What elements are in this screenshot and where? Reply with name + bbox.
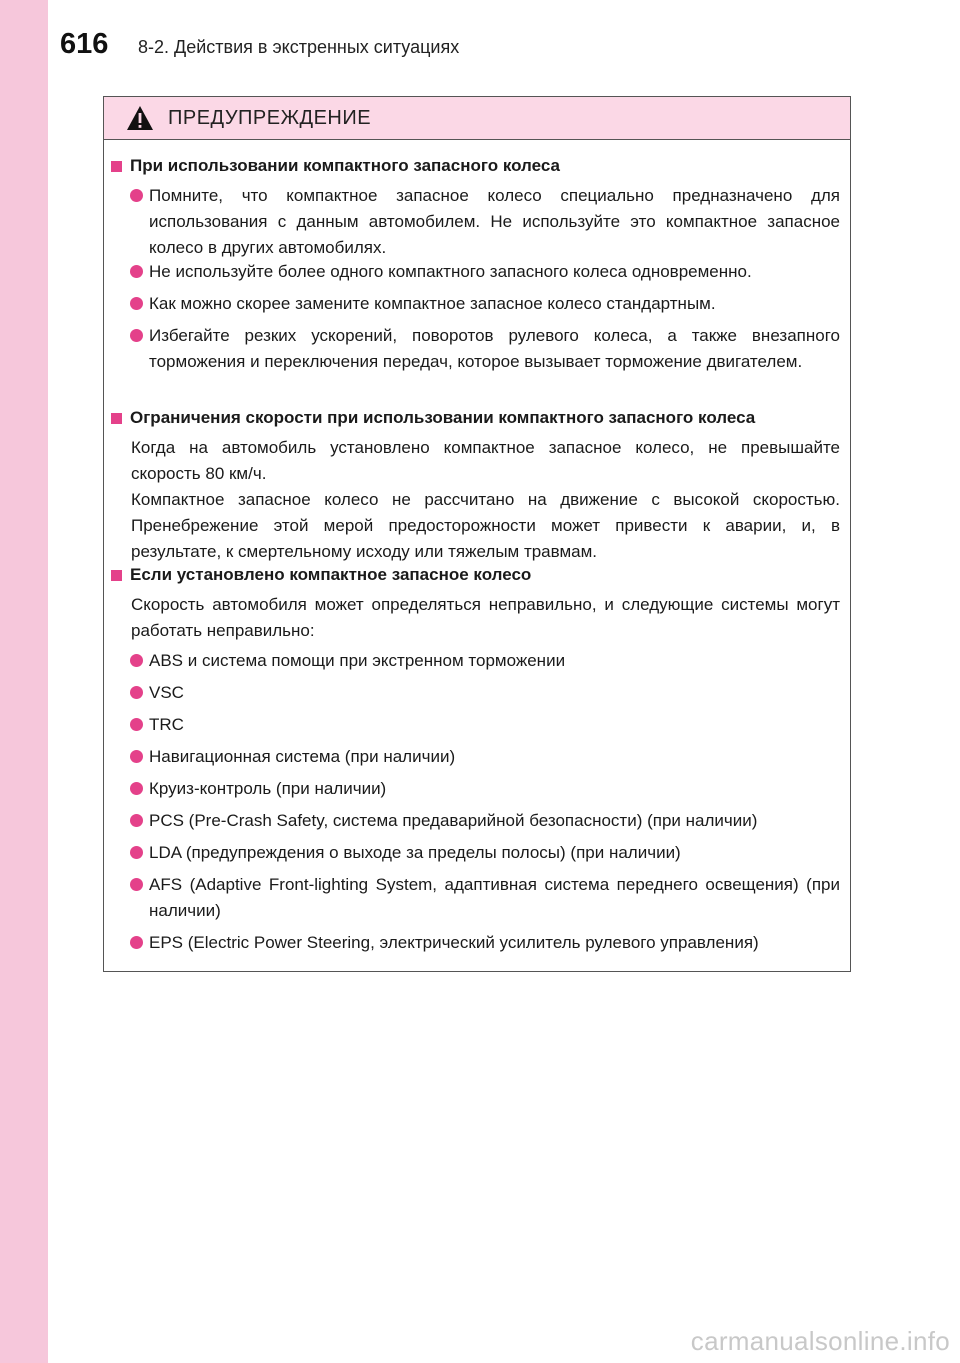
watermark: carmanualsonline.info: [690, 1326, 950, 1356]
round-bullet-icon: [130, 846, 143, 859]
round-bullet-icon: [130, 936, 143, 949]
list-item: VSC: [130, 680, 840, 706]
list-item: Навигационная система (при наличии): [130, 744, 840, 770]
list-item: EPS (Electric Power Steering, электрический усилитель рулевого управления): [130, 930, 840, 956]
paragraph: Когда на автомобиль установлено компактное запасное колесо, не превышайте скорость 80 км/ч. Компактное запасное колесо не рассчитано на движение с высокой скоростью. Пренебрежение этой мерой предосторожности может привести к аварии, и, в результате, к смертельному исходу или тяжелым травмам.: [131, 438, 840, 561]
round-bullet-icon: [130, 782, 143, 795]
round-bullet-icon: [130, 189, 143, 202]
paragraph: Скорость автомобиля может определяться неправильно, и следующие системы могут работать неправильно:: [131, 595, 840, 640]
warning-box: [103, 96, 851, 972]
round-bullet-icon: [130, 654, 143, 667]
section-heading: При использовании компактного запасного колеса: [111, 156, 560, 176]
warning-title: ПРЕДУПРЕЖДЕНИЕ: [168, 106, 372, 129]
list-item: Избегайте резких ускорений, поворотов рулевого колеса, а также внезапного торможения и переключения передач, которое вызывает торможение двигателем.: [130, 323, 840, 375]
list-item: Не используйте более одного компактного запасного колеса одновременно.: [130, 259, 840, 285]
round-bullet-icon: [130, 265, 143, 278]
round-bullet-icon: [130, 686, 143, 699]
list-item: AFS (Adaptive Front-lighting System, адаптивная система переднего освещения) (при наличии): [130, 872, 840, 924]
round-bullet-icon: [130, 814, 143, 827]
section-heading: Ограничения скорости при использовании компактного запасного колеса: [111, 408, 755, 428]
list-item: LDA (предупреждения о выходе за пределы полосы) (при наличии): [130, 840, 840, 866]
list-item: Помните, что компактное запасное колесо специально предназначено для использования с данным автомобилем. Не используйте это компактное запасное колесо в других автомобилях.: [130, 183, 840, 261]
warning-header: [104, 97, 850, 140]
section-heading: Если установлено компактное запасное колесо: [111, 565, 531, 585]
square-bullet-icon: [111, 161, 122, 172]
list-item: PCS (Pre-Crash Safety, система предаварийной безопасности) (при наличии): [130, 808, 840, 834]
round-bullet-icon: [130, 297, 143, 310]
list-item: Как можно скорее замените компактное запасное колесо стандартным.: [130, 291, 840, 317]
page-number: 616: [60, 28, 109, 60]
round-bullet-icon: [130, 878, 143, 891]
side-tab-bar: [0, 0, 48, 1363]
warning-triangle-icon: [126, 105, 154, 131]
round-bullet-icon: [130, 329, 143, 342]
round-bullet-icon: [130, 718, 143, 731]
square-bullet-icon: [111, 570, 122, 581]
list-item: TRC: [130, 712, 840, 738]
section-title: 8-2. Действия в экстренных ситуациях: [138, 37, 460, 57]
list-item: Круиз-контроль (при наличии): [130, 776, 840, 802]
warning-body: [104, 140, 850, 971]
list-item: ABS и система помощи при экстренном торможении: [130, 648, 840, 674]
round-bullet-icon: [130, 750, 143, 763]
square-bullet-icon: [111, 413, 122, 424]
